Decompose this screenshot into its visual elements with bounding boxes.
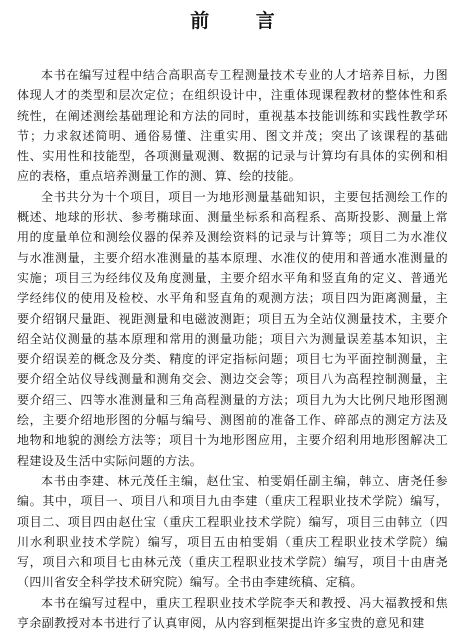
paragraph-acknowledgements: 本书在编写过程中，重庆工程职业技术学院李天和教授、冯大福教授和焦亨余副教授对本书进行了认真审阅，从内容到框架提出许多宝贵的意见和建 [17, 595, 448, 631]
paragraph-contents: 全书共分为十个项目，项目一为地形测量基础知识，主要包括测绘工作的概述、地球的形状、参考椭球面、测量坐标系和高程系、高斯投影、测量上常用的度量单位和测绘仪器的保养及测绘资料的记录与计算等；项目二为水准仪与水准测量，主要介绍水准测量的基本原理、水准仪的使用和普通水准测量的实施；项目三为经纬仪及角度测量，主要介绍水平角和竖直角的定义、普通光学经纬仪的使用及检校、水平角和竖直角的观测方法；项目四为距离测量，主要介绍钢尺量距、视距测量和电磁波测距；项目五为全站仪测量技术，主要介绍全站仪测量的基本原理和常用的测量功能；项目六为测量误差基本知识，主要介绍误差的概念及分类、精度的评定指标问题；项目七为平面控制测量，主要介绍全站仪导线测量和测角交会、测边交会等；项目八为高程控制测量，主要介绍三、四等水准测量和三角高程测量的方法；项目九为大比例尺地形图测绘，主要介绍地形图的分幅与编号、测图前的准备工作、碎部点的测定方法及地物和地貌的测绘方法等；项目十为地形图应用，主要介绍利用地形图解决工程建设及生活中实际问题的方法。 [17, 189, 448, 468]
paragraph-authors: 本书由李建、林元茂任主编，赵仕宝、柏雯娟任副主编，韩立、唐尧任参编。其中，项目一、项目八和项目九由李建（重庆工程职业技术学院）编写，项目二、项目四由赵仕宝（重庆工程职业技术学院）编写，项目三由韩立（四川水利职业技术学院）编写，项目五由柏雯娟（重庆工程职业技术学院）编写，项目六和项目七由林元茂（重庆工程职业技术学院）编写，项目十由唐尧（四川省安全科学技术研究院）编写。全书由李建统稿、定稿。 [17, 473, 448, 590]
page-title: 前 言 [190, 10, 295, 32]
paragraph-goals: 本书在编写过程中结合高职高专工程测量技术专业的人才培养目标，力图体现人才的类型和层次定位；在组织设计中，注重体现课程教材的整体性和系统性，在阐述测绘基础理论和方法的同时，重视基本技能训练和实践性教学环节；力求叙述简明、通俗易懂、注重实用、图文并茂；突出了该课程的基础性、实用性和技能型，各项测量观测、数据的记录与计算均有具体的实例和相应的表格，重点培养测量工作的测、算、绘的技能。 [17, 68, 448, 184]
